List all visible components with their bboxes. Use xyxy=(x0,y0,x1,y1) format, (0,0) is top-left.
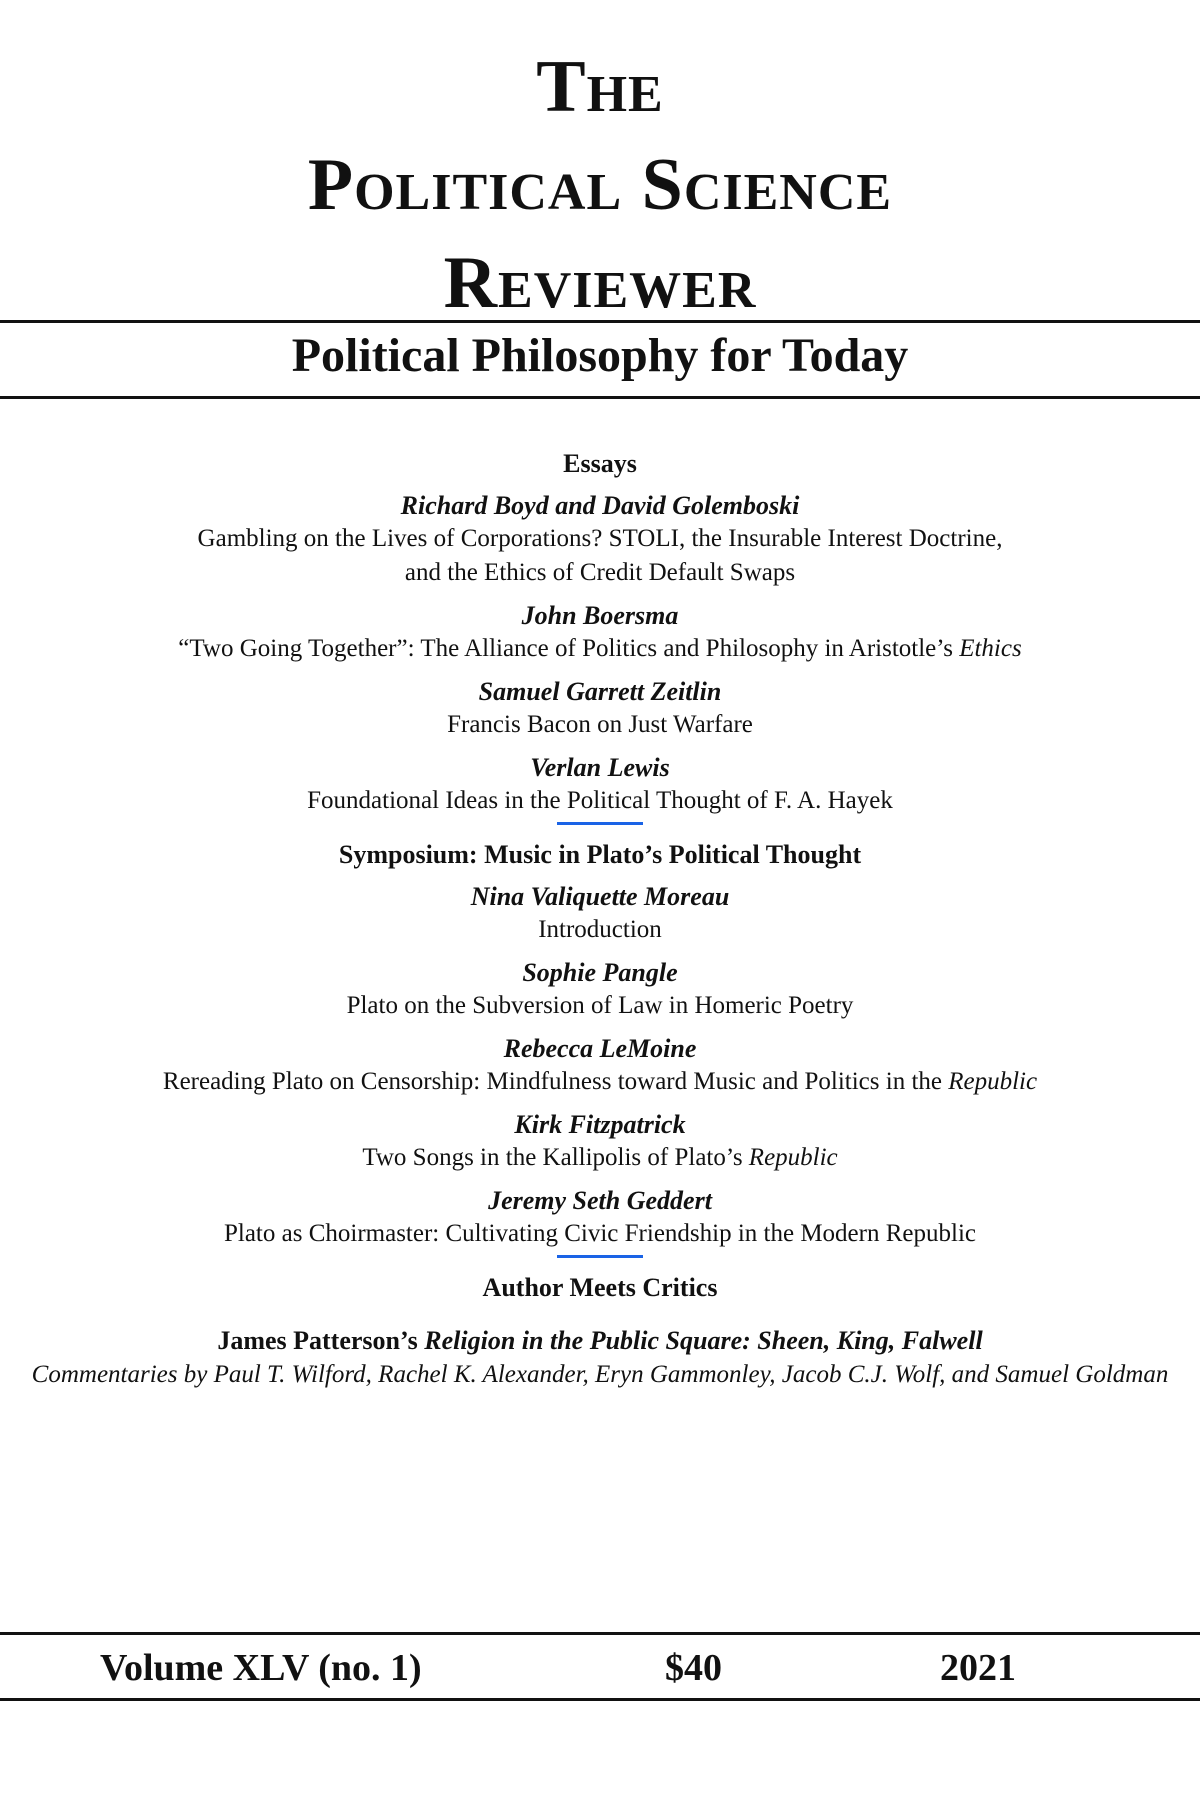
symposium-author: Kirk Fitzpatrick xyxy=(514,1110,686,1139)
symposium-title: Plato on the Subversion of Law in Homeric Poetry xyxy=(346,992,854,1019)
masthead-line-3: Reviewer xyxy=(443,242,757,324)
symposium-heading: Symposium: Music in Plato’s Political Thought xyxy=(338,840,862,869)
section-divider xyxy=(557,1255,643,1258)
year-label: 2021 xyxy=(940,1647,1016,1689)
bottom-rule-2 xyxy=(0,1698,1200,1701)
symposium-author: Rebecca LeMoine xyxy=(503,1034,697,1063)
symposium-author: Nina Valiquette Moreau xyxy=(470,882,730,911)
journal-masthead xyxy=(0,46,1200,344)
essay-entry xyxy=(0,490,1200,590)
essay-title: Foundational Ideas in the Political Thought of F. A. Hayek xyxy=(307,787,893,814)
essay-title-text: “Two Going Together”: The Alliance of Politics and Philosophy in Aristotle’s xyxy=(178,635,953,662)
essay-title-italic: Ethics xyxy=(959,635,1022,662)
symposium-title xyxy=(0,1065,1200,1099)
symposium-entry xyxy=(0,957,1200,1023)
symposium-title-italic: Republic xyxy=(948,1068,1038,1095)
essay-author: Samuel Garrett Zeitlin xyxy=(478,677,722,706)
top-rule-2 xyxy=(0,396,1200,399)
symposium-author: Jeremy Seth Geddert xyxy=(488,1186,712,1215)
price-label: $40 xyxy=(665,1647,722,1689)
essay-author: Richard Boyd and David Golemboski xyxy=(400,491,800,520)
essay-entry xyxy=(0,600,1200,666)
essay-author: John Boersma xyxy=(521,601,679,630)
essay-author: Verlan Lewis xyxy=(530,753,670,782)
section-divider xyxy=(557,822,643,825)
symposium-title-text: Two Songs in the Kallipolis of Plato’s xyxy=(362,1144,743,1171)
masthead-line-1: The xyxy=(536,46,664,128)
essay-entry xyxy=(0,676,1200,742)
symposium-title-italic: Republic xyxy=(748,1144,838,1171)
author-meets-critics-heading: Author Meets Critics xyxy=(482,1273,718,1302)
essay-title xyxy=(0,632,1200,666)
commentaries-line: Commentaries by Paul T. Wilford, Rachel K. Alexander, Eryn Gammonley, Jacob C.J. Wolf, and Samuel Goldman xyxy=(31,1361,1169,1388)
symposium-author: Sophie Pangle xyxy=(522,958,678,987)
featured-book-title: Religion in the Public Square: Sheen, King, Falwell xyxy=(424,1326,983,1355)
essay-title: Francis Bacon on Just Warfare xyxy=(447,711,753,738)
cover-subtitle: Political Philosophy for Today xyxy=(291,329,909,382)
top-rule-1 xyxy=(0,320,1200,323)
essay-title-continued: and the Ethics of Credit Default Swaps xyxy=(404,559,796,586)
symposium-title: Plato as Choirmaster: Cultivating Civic Friendship in the Modern Republic xyxy=(223,1220,976,1247)
essay-entry xyxy=(0,752,1200,818)
essay-title: Gambling on the Lives of Corporations? STOLI, the Insurable Interest Doctrine, xyxy=(197,525,1003,552)
table-of-contents xyxy=(0,448,1200,1392)
symposium-entry xyxy=(0,1185,1200,1251)
symposium-title-text: Rereading Plato on Censorship: Mindfulness toward Music and Politics in the xyxy=(162,1068,942,1095)
symposium-entry xyxy=(0,1109,1200,1175)
cover-footer xyxy=(0,1642,1200,1698)
symposium-title: Introduction xyxy=(538,916,662,943)
volume-label: Volume XLV (no. 1) xyxy=(100,1647,422,1689)
essays-heading: Essays xyxy=(563,449,637,478)
bottom-rule-1 xyxy=(0,1632,1200,1635)
symposium-entry xyxy=(0,1033,1200,1099)
featured-book xyxy=(0,1324,1200,1358)
masthead-line-2: Political Science xyxy=(307,144,893,226)
featured-book-author: James Patterson’s xyxy=(217,1326,418,1355)
symposium-title xyxy=(0,1141,1200,1175)
symposium-entry xyxy=(0,881,1200,947)
